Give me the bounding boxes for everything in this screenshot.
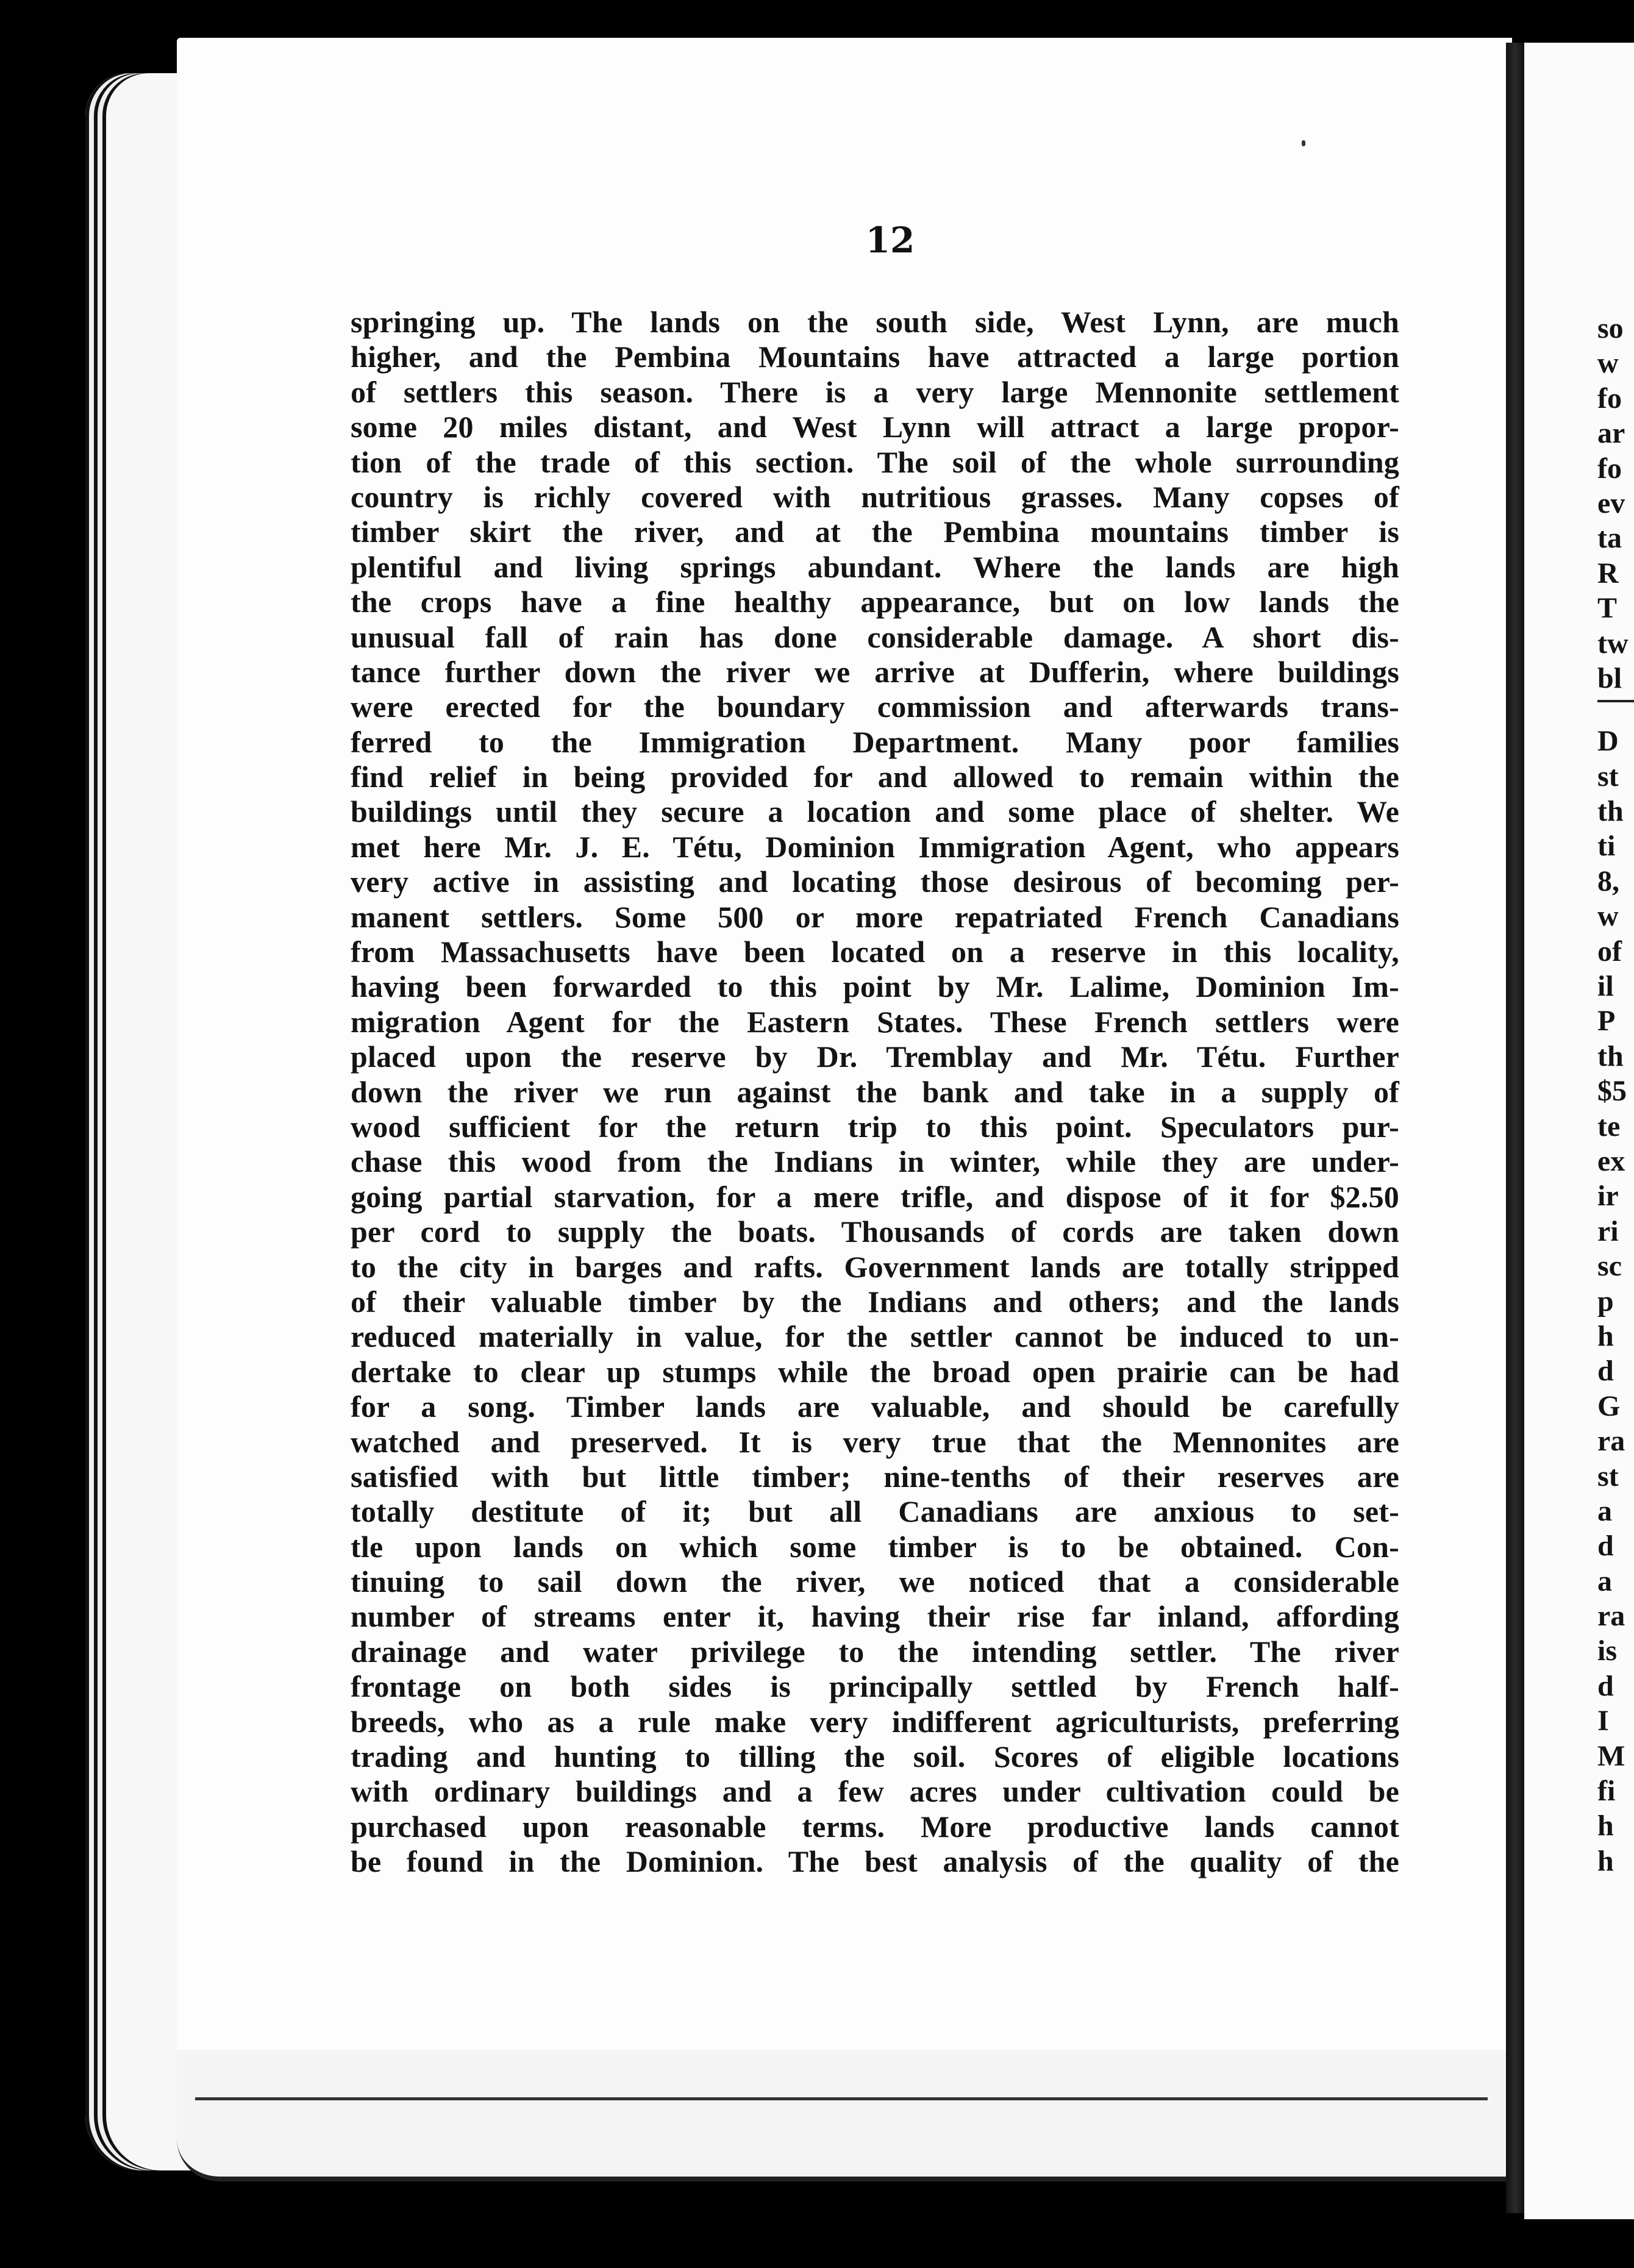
fragment-line: ar	[1597, 417, 1625, 450]
fragment-line: sc	[1597, 1250, 1622, 1283]
text-line: timber skirt the river, and at the Pembina mountains timber is	[351, 515, 1399, 549]
fragment-line: h	[1597, 1844, 1614, 1877]
text-line: springing up. The lands on the south side, West Lynn, are much	[351, 305, 1399, 339]
fragment-line: 8,	[1597, 865, 1619, 897]
text-line: tance further down the river we arrive at Dufferin, where buildings	[351, 654, 1399, 689]
fragment-line: h	[1597, 1319, 1614, 1352]
text-line: going partial starvation, for a mere trifle, and dispose of it for $2.50	[351, 1179, 1399, 1214]
text-line: down the river we run against the bank and take in a supply of	[351, 1074, 1399, 1109]
text-line: purchased upon reasonable terms. More productive lands cannot	[351, 1809, 1399, 1844]
text-line: chase this wood from the Indians in winter, while they are under-	[351, 1144, 1399, 1179]
text-line: satisfied with but little timber; nine-tenths of their reserves are	[351, 1459, 1399, 1494]
fragment-line: of	[1597, 935, 1622, 968]
fragment-line: th	[1597, 795, 1624, 828]
fragment-line: ra	[1597, 1600, 1625, 1633]
fragment-line: d	[1597, 1669, 1614, 1702]
page-bottom-rule	[195, 2097, 1488, 2100]
fragment-line: bl	[1597, 661, 1622, 694]
fragment-line: fi	[1597, 1775, 1616, 1808]
fragment-line: ir	[1597, 1180, 1619, 1213]
text-line: number of streams enter it, having their rise far inland, affording	[351, 1599, 1399, 1634]
text-line: frontage on both sides is principally settled by French half-	[351, 1669, 1399, 1704]
fragment-line: fo	[1597, 382, 1622, 415]
text-line: unusual fall of rain has done considerable damage. A short dis-	[351, 619, 1399, 654]
text-line: plentiful and living springs abundant. Where the lands are high	[351, 549, 1399, 584]
text-line: wood sufficient for the return trip to this point. Speculators pur-	[351, 1109, 1399, 1144]
fragment-line: te	[1597, 1110, 1621, 1143]
text-line: with ordinary buildings and a few acres under cultivation could be	[351, 1774, 1399, 1809]
text-line: very active in assisting and locating those desirous of becoming per-	[351, 865, 1399, 899]
fragment-line: ri	[1597, 1214, 1619, 1247]
facing-page-text-fragments	[1597, 311, 1634, 1878]
text-line: country is richly covered with nutritious grasses. Many copses of	[351, 479, 1399, 514]
fragment-line: th	[1597, 1040, 1624, 1072]
text-line: trading and hunting to tilling the soil. Scores of eligible locations	[351, 1739, 1399, 1774]
text-line: tle upon lands on which some timber is to be obtained. Con-	[351, 1529, 1399, 1564]
text-line: for a song. Timber lands are valuable, and should be carefully	[351, 1389, 1399, 1424]
text-line: met here Mr. J. E. Tétu, Dominion Immigration Agent, who appears	[351, 829, 1399, 864]
fragment-line: ra	[1597, 1425, 1625, 1458]
book-gutter	[1506, 43, 1524, 2213]
fragment-line: I	[1597, 1705, 1609, 1738]
text-line: having been forwarded to this point by Mr. Lalime, Dominion Im-	[351, 969, 1399, 1004]
page-body-text	[351, 305, 1399, 1880]
scan-speck	[1302, 140, 1305, 146]
fragment-line: is	[1597, 1635, 1618, 1667]
text-line: some 20 miles distant, and West Lynn will attract a large propor-	[351, 410, 1399, 444]
fragment-line: ta	[1597, 522, 1622, 555]
text-line: to the city in barges and rafts. Government lands are totally stripped	[351, 1249, 1399, 1284]
text-line: placed upon the reserve by Dr. Tremblay and Mr. Tétu. Further	[351, 1040, 1399, 1074]
fragment-line: ev	[1597, 487, 1625, 519]
page-bottom-edge	[177, 2036, 1512, 2181]
fragment-line: h	[1597, 1810, 1614, 1842]
fragment-line: p	[1597, 1285, 1614, 1318]
text-line: drainage and water privilege to the intending settler. The river	[351, 1634, 1399, 1669]
fragment-line: st	[1597, 760, 1619, 793]
text-line: reduced materially in value, for the settler cannot be induced to un-	[351, 1319, 1399, 1354]
text-line: migration Agent for the Eastern States. These French settlers were	[351, 1004, 1399, 1039]
text-line: of their valuable timber by the Indians and others; and the lands	[351, 1284, 1399, 1319]
fragment-line: ti	[1597, 830, 1616, 863]
fragment-line: R	[1597, 557, 1619, 590]
text-line: watched and preserved. It is very true that the Mennonites are	[351, 1424, 1399, 1459]
fragment-line: M	[1597, 1739, 1625, 1772]
fragment-line: w	[1597, 347, 1619, 380]
text-line: find relief in being provided for and allowed to remain within the	[351, 760, 1399, 794]
fragment-line: a	[1597, 1564, 1612, 1597]
text-line: manent settlers. Some 500 or more repatriated French Canadians	[351, 899, 1399, 934]
text-line: tion of the trade of this section. The soil of the whole surrounding	[351, 444, 1399, 479]
text-line: totally destitute of it; but all Canadians are anxious to set-	[351, 1494, 1399, 1529]
fragment-line: a	[1597, 1494, 1612, 1527]
fragment-line: st	[1597, 1460, 1619, 1492]
fragment-line: w	[1597, 900, 1619, 933]
fragment-line: D	[1597, 725, 1619, 758]
text-line: higher, and the Pembina Mountains have attracted a large portion	[351, 340, 1399, 374]
fragment-line: P	[1597, 1005, 1616, 1038]
fragment-line: d	[1597, 1355, 1614, 1388]
fragment-line: T	[1597, 592, 1618, 625]
text-line: tinuing to sail down the river, we noticed that a considerable	[351, 1564, 1399, 1599]
text-line: from Massachusetts have been located on a reserve in this locality,	[351, 935, 1399, 969]
page-number: 12	[865, 219, 915, 261]
fragment-line: il	[1597, 970, 1614, 1003]
text-line: per cord to supply the boats. Thousands of cords are taken down	[351, 1214, 1399, 1249]
text-line: ferred to the Immigration Department. Many poor families	[351, 724, 1399, 759]
text-line: breeds, who as a rule make very indifferent agriculturists, preferring	[351, 1704, 1399, 1739]
fragment-line: ex	[1597, 1144, 1625, 1177]
fragment-line: fo	[1597, 452, 1622, 485]
text-line: of settlers this season. There is a very large Mennonite settlement	[351, 374, 1399, 409]
fragment-line: d	[1597, 1530, 1614, 1563]
text-line: be found in the Dominion. The best analysis of the quality of the	[351, 1844, 1399, 1879]
text-line: the crops have a fine healthy appearance, but on low lands the	[351, 585, 1399, 619]
text-line: were erected for the boundary commission and afterwards trans-	[351, 690, 1399, 724]
facing-page-rule	[1597, 700, 1634, 702]
fragment-line: tw	[1597, 627, 1629, 660]
text-line: buildings until they secure a location and some place of shelter. We	[351, 794, 1399, 829]
fragment-line: G	[1597, 1389, 1621, 1422]
text-line: dertake to clear up stumps while the broad open prairie can be had	[351, 1354, 1399, 1389]
fragment-line: $5	[1597, 1075, 1627, 1108]
fragment-line: so	[1597, 312, 1624, 344]
